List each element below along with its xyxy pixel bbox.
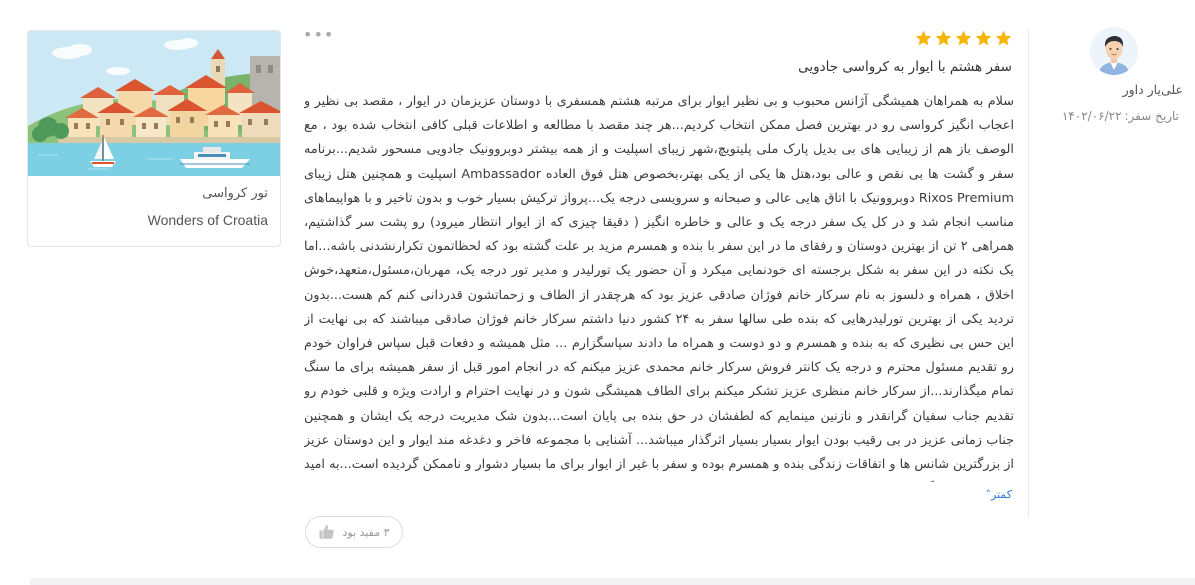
rating-stars	[914, 29, 1013, 49]
show-less-label: کمتر	[991, 488, 1012, 501]
show-less-link[interactable]	[960, 488, 1012, 501]
column-divider	[1028, 30, 1029, 516]
trip-date-value: ۱۴۰۲/۰۶/۲۲	[1061, 109, 1122, 123]
avatar	[1090, 27, 1138, 75]
more-horizontal-icon[interactable]: •••	[303, 25, 335, 44]
reviewer-panel	[1032, 18, 1195, 538]
star-icon	[994, 29, 1013, 48]
bottom-separator	[30, 578, 1195, 585]
thumbs-up-icon	[318, 523, 336, 541]
trip-date	[1059, 109, 1179, 123]
helpful-label: ۳ مفید بود	[342, 525, 390, 539]
star-icon	[954, 29, 973, 48]
tour-card[interactable]	[27, 30, 281, 247]
review-body: سلام به همراهان همیشگی آژانس محبوب و بی نظیر ایوار برای مرتبه هشتم همسفری با دوستان عزیزمان در ایوار ، مقصد بی نظیر و اعجاب انگیز کرواسی رو در بهترین فصل ممکن انتخاب کردیم...هر چند مقصد با مطالعه و اطلاعات قبلی کافی انتخاب شده بود ، مع الوصف باز هم از زیبایی های بی بدیل پارک ملی پلیتویچ،شهر زیبای اسپلیت و از همه بیشتر دوبروونیک جادویی مسحور شدیم...برنامه سفر و گشت ها بی نقص و عالی بود،هتل ها یکی از یکی بهتر،بخصوص هتل فوق العاده Ambassador اسپلیت و همچنین هتل زیبای Rixos Premium دوبروونیک با اتاق هایی عالی و صبحانه و سرویسی درجه یک...پرواز ترکیش بسیار خوب و بدون تاخیر و با هواپیماهای مناسب انجام شد و در کل یک سفر درجه یک و عالی و خاطره انگیز ( دقیقا چیزی که از ایوار انتظار میرود) رو پشت سر گذاشتیم، همراهی ۲ تن از بهترین دوستان و رفقای ما در این سفر با بنده و همسرم مزید بر علت گشته بود که لحظاتمون تکرارنشدنی باشه...اما یک نکته در این سفر به شکل برجسته ای خودنمایی میکرد و آن حضور یک تورلیدر و مدیر تور درجه یک، مهربان،مسئول،متعهد،خوش اخلاق ، همراه و دلسوز به نام سرکار خانم فوژان صادقی عزیز بود که هرچقدر از الطاف و زحماتشون قدردانی کنم کم هست...بدون تردید یکی از بهترین تورلیدرهایی که بنده طی سالها سفر به ۲۴ کشور دنیا داشتم سرکار خانم فوژان صادقی میباشند که بی نهایت از این حس بی نظیری که به بنده و همسرم و دو دوست و همراه ما دادند سپاسگزارم ... مثل همیشه و دفعات قبل سپاس فراوان خودم رو تقدیم مسئول محترم و درجه یک کانتر فروش سرکار خانم محمدی عزیز میکنم که در انجام امور قبل از سفر همیشه برای ما سنگ تمام میگذارند...از سرکار خانم منظری عزیز تشکر میکنم برای الطاف همیشگی شون و در نهایت احترام و ارادت ویژه و قلبی خودم رو تقدیم جناب سفیان گرانقدر و نازنین مینمایم که لطفشان در حق بنده بی پایان است...بدون شک مدیریت درجه یک ایشان و همچنین جناب زمانی عزیز در بی رقیب بودن ایوار بسیار بسیار اثرگذار میباشد... آشنایی با مجموعه فاخر و دغدغه مند ایوار و این دوستان عزیز از بزرگترین شانس ها و اتفاقات زندگی بنده و همسرم بوده و سفر با غیر از ایوار برای ما بسیار دشوار و ناممکن گردیده است...به امید	[304, 94, 1014, 473]
helpful-button[interactable]	[305, 516, 403, 548]
reviewer-name: علی‌یار داور	[1122, 82, 1183, 97]
star-icon	[914, 29, 933, 48]
star-icon	[934, 29, 953, 48]
trip-date-label: تاریخ سفر:	[1124, 109, 1179, 123]
tour-label: تور کرواسی	[202, 186, 268, 201]
review-title: سفر هشتم با ایوار به کرواسی جادویی	[798, 59, 1012, 75]
star-icon	[974, 29, 993, 48]
chevron-up-icon: ˄	[985, 488, 991, 501]
tour-image	[28, 31, 281, 176]
tour-name[interactable]: Wonders of Croatia	[147, 212, 268, 228]
